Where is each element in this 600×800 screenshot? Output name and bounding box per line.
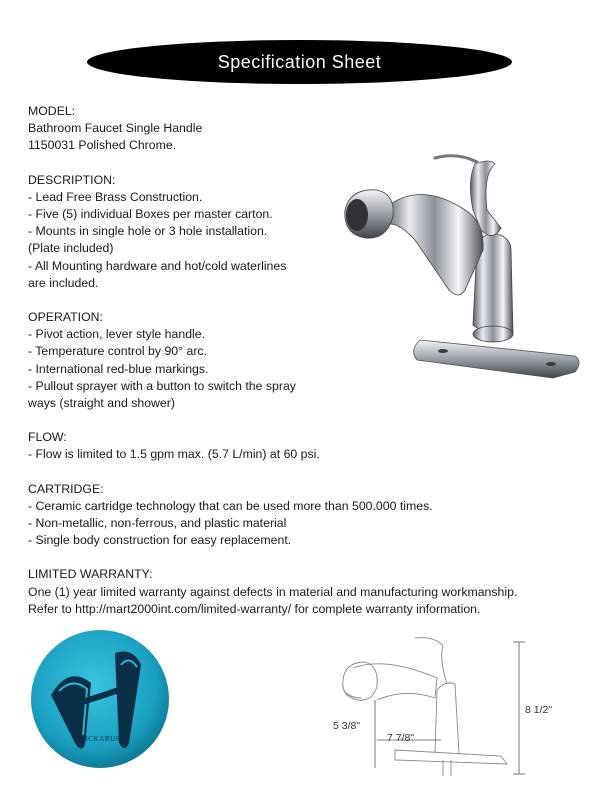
section-warranty [28, 566, 588, 618]
section-title: OPERATION: [28, 310, 103, 325]
spec-line: - Single body construction for easy replacement. [28, 533, 292, 548]
section-model [28, 103, 588, 155]
hickarus-logo [29, 625, 171, 773]
spec-line: - Temperature control by 90° arc. [28, 344, 207, 359]
section-flow [28, 429, 588, 463]
spec-line: - International red-blue markings. [28, 361, 209, 376]
dimension-height-label: 8 1/2" [525, 704, 553, 716]
hickarus-logo-icon [29, 625, 171, 773]
section-cartridge [28, 481, 588, 550]
section-title: FLOW: [28, 430, 67, 445]
section-title: LIMITED WARRANTY: [28, 567, 153, 582]
page-title: Specification Sheet [217, 51, 382, 72]
logo-text: HICKARUS [79, 735, 121, 743]
spec-line: 1150031 Polished Chrome. [28, 138, 177, 153]
section-title: DESCRIPTION: [28, 172, 116, 187]
section-title: MODEL: [28, 104, 76, 118]
spec-line: - Lead Free Brass Construction. [28, 189, 203, 204]
spec-line: Refer to http://mart2000int.com/limited-warranty/ for complete warranty information. [28, 601, 481, 616]
spec-line: - Flow is limited to 1.5 gpm max. (5.7 L/min) at 60 psi. [28, 447, 320, 462]
spec-line: Bathroom Faucet Single Handle [28, 121, 203, 136]
faucet-photo [325, 150, 587, 390]
spec-line: (Plate included) [28, 241, 114, 256]
spec-line: - All Mounting hardware and hot/cold waterlines [28, 258, 287, 273]
spec-line: - Non-metallic, non-ferrous, and plastic material [28, 516, 287, 531]
dimension-drawing [325, 628, 585, 778]
dimension-spout-height-label: 5 3/8" [333, 720, 361, 732]
section-title: CARTRIDGE: [28, 481, 104, 496]
title-banner [87, 40, 512, 84]
spec-line: - Mounts in single hole or 3 hole installation. [28, 224, 268, 239]
spec-line: - Five (5) individual Boxes per master carton. [28, 207, 273, 222]
spec-line: are included. [28, 275, 99, 290]
faucet-line-drawing [325, 628, 585, 778]
spec-line: - Ceramic cartridge technology that can be used more than 500.000 times. [28, 498, 433, 513]
dimension-reach-label: 7 7/8" [387, 732, 415, 744]
spec-line: One (1) year limited warranty against defects in material and manufacturing workmanship. [28, 584, 518, 599]
spec-line: - Pullout sprayer with a button to switch the spray [28, 378, 296, 393]
spec-line: ways (straight and shower) [28, 396, 175, 411]
spec-line: - Pivot action, lever style handle. [28, 327, 206, 342]
